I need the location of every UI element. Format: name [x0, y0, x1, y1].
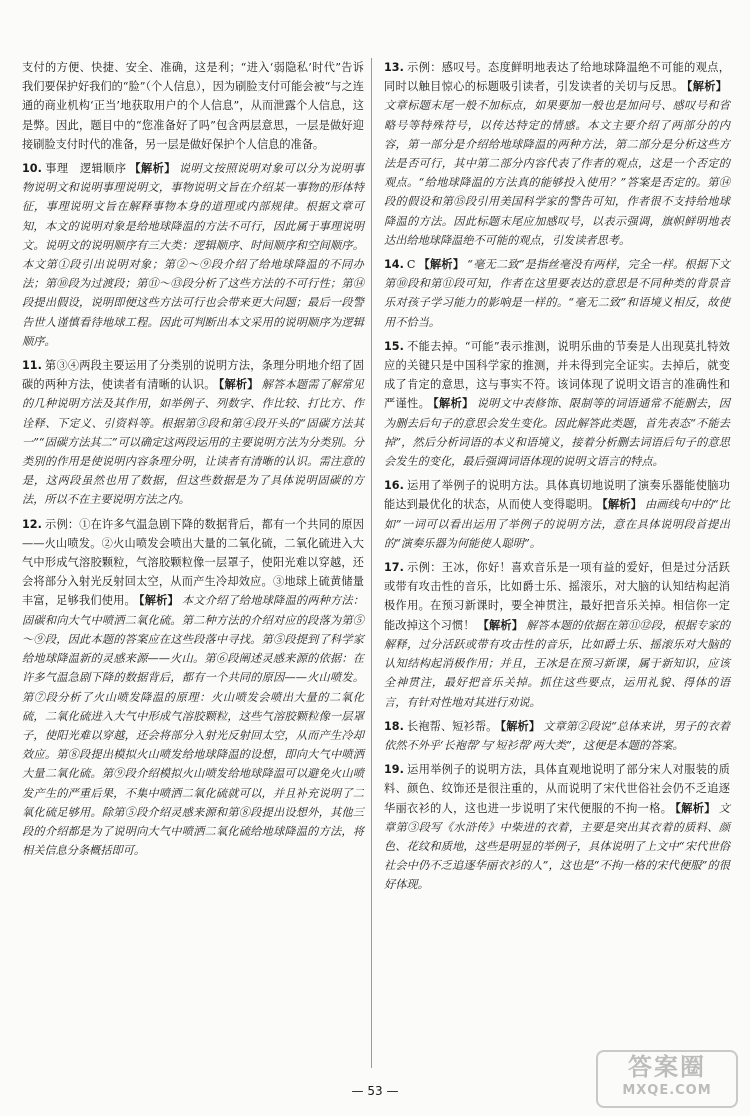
analysis-tag: 【解析】 — [686, 80, 727, 94]
analysis-text: 解答本题需了解常见的几种说明方法及其作用，如举例子、列数字、作比较、打比方、作诠释、下定义、引资料等。根据第③段和第④段开头的“固碳方法其一”“固碳方法其二”可以确定这两段运用的主要说明方法为分类别。分类别的作用是使说明内容条理分明，让读者有清晰的认识。需注意的是，这两段虽然也用了数据，但这些数据是为了具体说明固碳的方法，所以不在主要说明方法之内。 — [22, 378, 364, 507]
answer-text: 不能去掉。“可能”表示推测，说明乐曲的节奏是人出现莫扎特效应的关键只是中国科学家的推测，并未得到完全证实。去掉后，就变成了肯定的意思，这与事实不符。该词体现了说明文语言的准确性和严谨性。 — [384, 339, 730, 411]
analysis-tag: 【解析】 — [418, 258, 465, 272]
analysis-tag: 【解析】 — [218, 378, 259, 392]
answer-10 — [22, 159, 364, 351]
analysis-text: 说明文中表修饰、限制等的词语通常不能删去，因为删去后句子的意思会发生变化。因此解答此类题，首先表态“不能去掉”，然后分析词语的本义和语境义，接着分析删去词语后句子的意思会发生的变化，最后强调词语体现的说明文语言的特点。 — [384, 397, 730, 469]
answer-text: 长袍帮、短衫帮。 — [406, 719, 498, 733]
answer-text: 示例：①在许多气温急剧下降的数据背后，都有一个共同的原因——火山喷发。②火山喷发会喷出大量的二氧化硫，二氧化硫进入大气中形成气溶胶颗粒，气溶胶颗粒像一层罩子，使阳光难以穿越，还会将部分入射光反射回太空，从而产生冷却效应。③地球上硫黄储量丰富，足够我们使用。 — [22, 517, 364, 608]
left-column — [22, 58, 364, 865]
question-number: 19. — [384, 763, 404, 777]
question-number: 18. — [384, 719, 404, 733]
answer-17 — [384, 558, 730, 712]
page-number: — 53 — — [351, 1084, 399, 1098]
question-number: 15. — [384, 339, 404, 353]
question-number: 10. — [22, 162, 42, 176]
answer-13 — [384, 58, 730, 250]
answer-text: 运用举例子的说明方法，具体直观地说明了部分宋人对服装的质料、颜色、纹饰还是很注重的，从而说明了宋代世俗社会仍不乏追逐华丽衣衫的人，这也进一步说明了宋代便服的不拘一格。 — [384, 763, 730, 815]
analysis-tag: 【解析】 — [129, 162, 176, 176]
answer-15 — [384, 337, 730, 471]
analysis-text: 文章标题末尾一般不加标点，如果要加一般也是加问号、感叹号和省略号等特殊符号，以传达特定的情感。本文主要介绍了两部分的内容，第一部分是介绍给地球降温的两种方法，第二部分是分析这些方法是否可行，其中第二部分内容代表了作者的观点，这是一个否定的观点。“给地球降温的方法真的能够投入使用？”答案是否定的。第⑭段的假设和第⑮段引用美国科学家的警告可知，作者很不支持给地球降温的方法。因此标题末尾应加感叹号，以表示强调，旗帜鲜明地表达出给地球降温绝不可能的观点，引发读者思考。 — [384, 99, 730, 247]
question-number: 11. — [22, 359, 42, 373]
column-divider — [371, 58, 372, 1068]
answer-14 — [384, 255, 730, 332]
continued-paragraph: 支付的方便、快捷、安全、准确，这是利；“进入‘弱隐私’时代”告诉我们要保护好我们的“脸”（个人信息），因为刷脸支付可能会被“与之连通的商业机构‘正当’地获取用户的个人信息”，从而泄露个人信息，这是弊。因此，题目中的“您准备好了吗”包含两层意思，一层是做好迎接刷脸支付时代的准备，另一层是做好保护个人信息的准备。 — [22, 61, 364, 151]
question-number: 16. — [384, 479, 404, 493]
watermark-logo — [596, 1050, 738, 1108]
question-number: 12. — [22, 517, 42, 531]
right-column — [384, 58, 730, 900]
answer-18 — [384, 717, 730, 755]
analysis-text: 说明文按照说明对象可以分为说明事物说明文和说明事理说明文，事物说明文旨在介绍某一事物的形体特征，事理说明文旨在解释事物本身的道理或内部规律。根据文章可知，本文的说明对象是给地球降温的方法不可行，因此属于事理说明文。说明文的说明顺序有三大类：逻辑顺序、时间顺序和空间顺序。本文第①段引出说明对象；第②～⑨段介绍了给地球降温的不同办法；第⑩段为过渡段；第⑪～⑬段分析了这些方法的不可行性；第⑭段提出假设，说明即便这些方法可行也会带来更大问题；最后一段警告世人谨慎看待地球工程。因此可判断出本文采用的说明顺序为逻辑顺序。 — [22, 162, 364, 348]
question-number: 13. — [384, 61, 404, 74]
analysis-text: “毫无二致”是指丝毫没有两样，完全一样。根据下文第⑩段和第⑪段可知，作者在这里要表达的意思是不同种类的背景音乐对孩子学习能力的影响是一样的。“毫无二致”和语境义相反，故使用不恰当。 — [384, 258, 730, 329]
answer-11 — [22, 356, 364, 510]
answer-text: 第③④两段主要运用了分类别的说明方法，条理分明地介绍了固碳的两种方法，使读者有清晰的认识。 — [22, 359, 364, 392]
watermark-title: 答案圈 — [628, 1053, 706, 1081]
watermark-url: MXQE.COM — [622, 1083, 712, 1098]
answer-text: 示例：感叹号。态度鲜明地表达了给地球降温绝不可能的观点，同时以触目惊心的标题吸引读者，引发读者的关切与反思。 — [384, 61, 730, 94]
analysis-text: 由画线句中的“比如”一词可以看出运用了举例子的说明方法，意在具体说明段首提出的“演奏乐器为何能使人聪明”。 — [384, 498, 730, 550]
analysis-text: 本文介绍了给地球降温的两种方法：固碳和向大气中喷洒二氧化硫。第二种方法的介绍对应的段落为第⑤～⑨段，因此本题的答案应在这些段落中寻找。第⑤段提到了科学家给地球降温新的灵感来源——火山。第⑥段阐述灵感来源的依据：在许多气温急剧下降的数据背后，都有一个共同的原因——火山喷发。第⑦段分析了火山喷发降温的原理：火山喷发会喷出大量的二氧化硫，二氧化硫进入大气中形成气溶胶颗粒，这些气溶胶颗粒像一层罩子，使阳光难以穿越，还会将部分入射光反射回太空，从而产生冷却效应。第⑧段提出模拟火山喷发给地球降温的设想，即向大气中喷洒大量二氧化硫。第⑨段介绍模拟火山喷发给地球降温可以避免火山喷发产生的严重后果，不集中喷洒二氧化硫就可以，并且补充说明了二氧化硫足够用。除第⑤段介绍灵感来源和第⑧段提出设想外，其他三段的介绍都是为了说明向大气中喷洒二氧化硫给地球降温的方法，将相关信息分条概括即可。 — [22, 594, 364, 858]
answer-text: 示例：王冰，你好！喜欢音乐是一项有益的爱好，但是过分活跃或带有攻击性的音乐，比如爵士乐、摇滚乐，对大脑的认知结构起消极作用。在预习新课时，要全神贯注，最好把音乐关掉。相信你一定能改掉这个习惯！ — [384, 561, 730, 632]
analysis-tag: 【解析】 — [602, 498, 642, 512]
analysis-text: 解答本题的依据在第⑪⑫段，根据专家的解释，过分活跃或带有攻击性的音乐，比如爵士乐、摇滚乐对大脑的认知结构起消极作用；并且，王冰是在预习新课，属于新知识，应该全神贯注，最好把音乐关掉。抓住这些要点，运用礼貌、得体的语言，有针对性地对其进行劝说。 — [384, 618, 730, 709]
analysis-tag: 【解析】 — [433, 397, 474, 411]
answer-text: 事理 逻辑顺序 — [44, 162, 127, 176]
analysis-tag: 【解析】 — [675, 801, 716, 815]
answer-12 — [22, 515, 364, 861]
question-number: 17. — [384, 561, 404, 575]
answer-text: C — [406, 258, 416, 272]
answer-19 — [384, 760, 730, 894]
analysis-tag: 【解析】 — [477, 618, 524, 632]
analysis-tag: 【解析】 — [500, 719, 541, 733]
analysis-text: 文章第③段写《水浒传》中柴进的衣着，主要是突出其衣着的质料、颜色、花纹和质地，这些是明显的举例子，具体说明了上文中“宋代世俗社会中仍不乏追逐华丽衣衫的人”，这也是“不拘一格的宋代便服”的很好体现。 — [384, 801, 730, 892]
question-number: 14. — [384, 258, 404, 272]
analysis-text: 文章第②段说“总体来讲，男子的衣着依然不外乎‘长袍帮’与‘短衫帮’两大类”，这便是本题的答案。 — [384, 719, 730, 752]
answer-16 — [384, 476, 730, 553]
analysis-tag: 【解析】 — [138, 594, 179, 608]
answer-text: 运用了举例子的说明方法。具体真切地说明了演奏乐器能使脑功能达到最优化的状态，从而使人变得聪明。 — [384, 479, 730, 512]
